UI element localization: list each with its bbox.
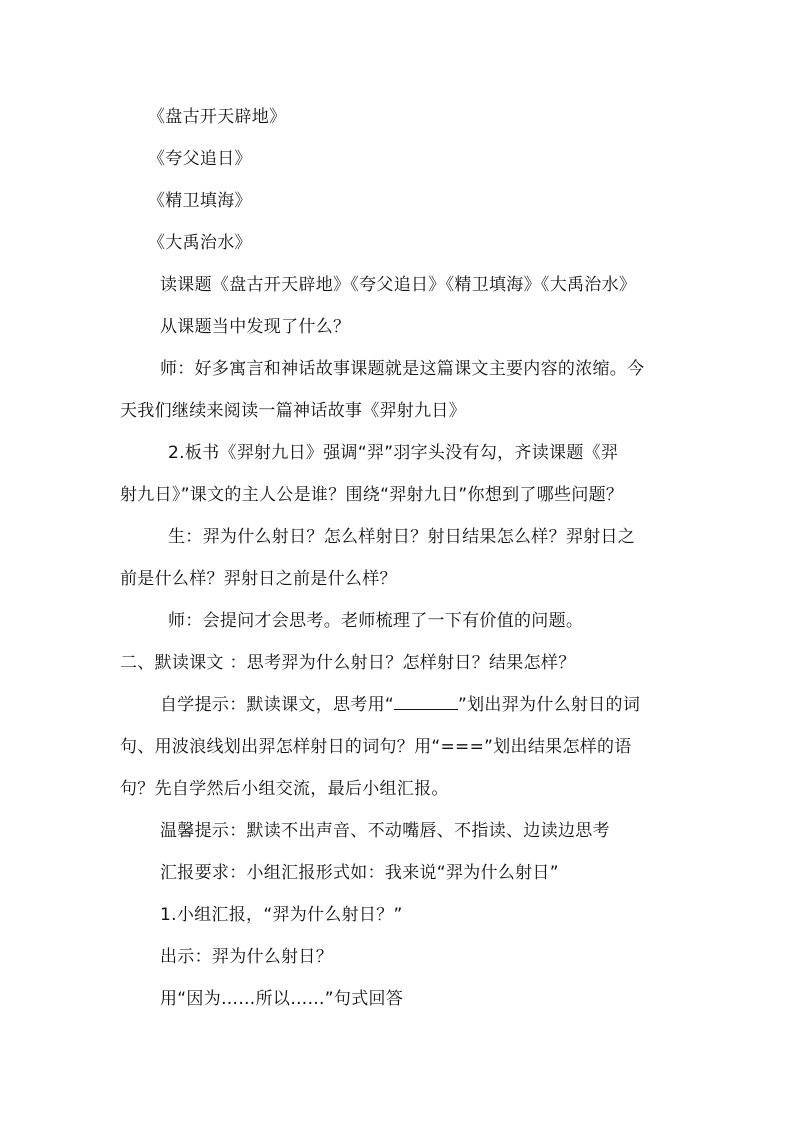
text-segment: 自学提示：默读课文，思考用“ [160,695,395,715]
paragraph-line: 用“因为……所以……”句式回答 [160,989,404,1009]
text-segment: ”划出羿为什么射日的词 [458,695,641,715]
paragraph-line: 天我们继续来阅读一篇神话故事《羿射九日》 [120,401,466,421]
section-heading: 二、默读课文 ：思考羿为什么射日？怎样射日？结果怎样？ [120,653,576,673]
paragraph-line: 射九日》”课文的主人公是谁？围绕“羿射九日”你想到了哪些问题？ [120,485,624,505]
paragraph-line: 从课题当中发现了什么？ [160,317,351,337]
paragraph-line: 2.板书《羿射九日》强调“羿”羽字头没有勾，齐读课题《羿 [168,443,619,463]
paragraph-line: 生：羿为什么射日？怎么样射日？射日结果怎么样？羿射日之 [168,527,636,547]
paragraph-line: 前是什么样？羿射日之前是什么样？ [120,569,397,589]
paragraph-line: 句？先自学然后小组交流，最后小组汇报。 [120,779,449,799]
paragraph-line [160,694,640,716]
paragraph-line: 师：好多寓言和神话故事课题就是这篇课文主要内容的浓缩。今 [160,359,645,379]
underline-blank [394,695,458,710]
title-pangu: 《盘古开天辟地》 [148,107,287,127]
paragraph-line: 温馨提示：默读不出声音、不动嘴唇、不指读、边读边思考 [160,821,610,841]
paragraph-line: 汇报要求：小组汇报形式如：我来说“羿为什么射日” [160,863,559,883]
title-jingwei: 《精卫填海》 [148,191,252,211]
paragraph-line: 句、用波浪线划出羿怎样射日的词句？用“===”划出结果怎样的语 [120,737,632,757]
paragraph-line: 师：会提问才会思考。老师梳理了一下有价值的问题。 [168,611,584,631]
title-kuafu: 《夸父追日》 [148,149,252,169]
paragraph-line: 1.小组汇报，“羿为什么射日？” [160,905,403,925]
paragraph-line: 出示：羿为什么射日？ [160,947,333,967]
title-dayu: 《大禹治水》 [148,233,252,253]
paragraph-line: 读课题《盘古开天辟地》《夸父追日》《精卫填海》《大禹治水》 [160,275,637,295]
